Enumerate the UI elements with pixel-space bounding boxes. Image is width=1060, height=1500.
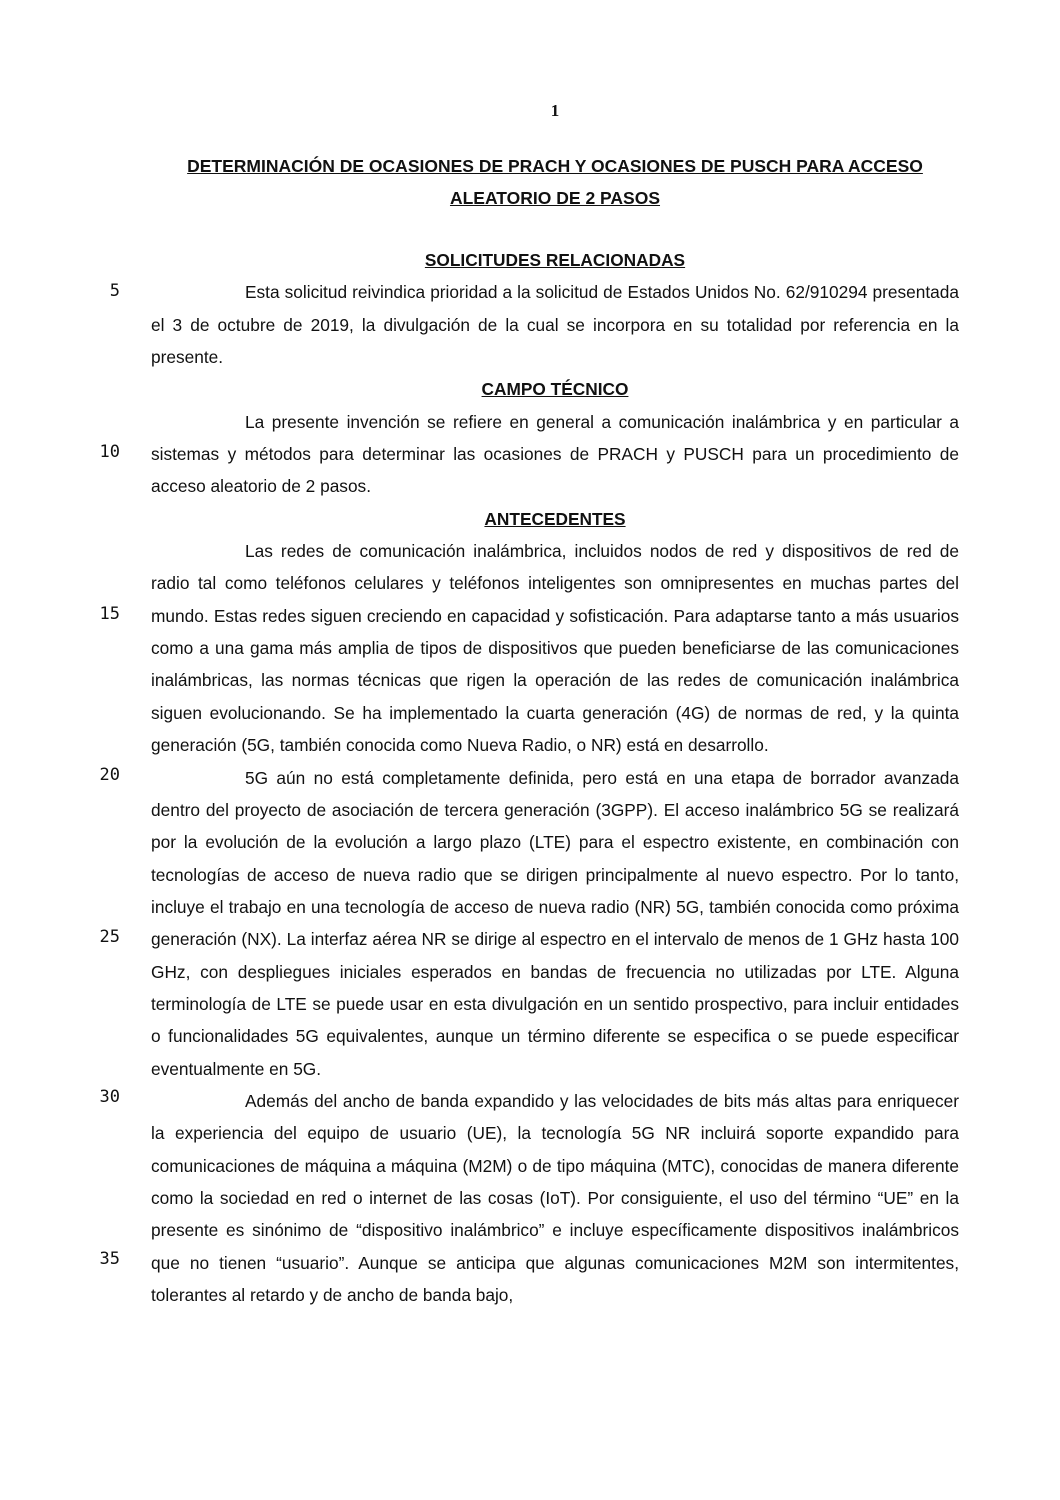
line-number: 35: [99, 1249, 120, 1269]
document-body: [151, 244, 959, 1311]
paragraph: Además del ancho de banda expandido y las velocidades de bits más altas para enriquecer la experiencia del equipo de usuario (UE), la tecnología 5G NR incluirá soporte expandido para comunicaciones de máquina a máquina (M2M) o de tipo máquina (MTC), conocidas de manera diferente como la sociedad en red o internet de las cosas (IoT). Por consiguiente, el uso del término “UE” en la presente es sinónimo de “dispositivo inalámbrico” e incluye específicamente dispositivos inalámbricos que no tienen “usuario”. Aunque se anticipa que algunas comunicaciones M2M son intermitentes, tolerantes al retardo y de ancho de banda bajo,: [151, 1090, 959, 1305]
line-number: 20: [99, 765, 120, 785]
document-title: DETERMINACIÓN DE OCASIONES DE PRACH Y OCASIONES DE PUSCH PARA ACCESO ALEATORIO DE 2 PASOS: [187, 156, 923, 208]
section-heading-background: ANTECEDENTES: [484, 508, 626, 529]
paragraph: 5G aún no está completamente definida, pero está en una etapa de borrador avanzada dentro del proyecto de asociación de tercera generación (3GPP). El acceso inalámbrico 5G se realizará por la evolución de la evolución a largo plazo (LTE) para el espectro existente, en combinación con tecnologías de acceso de nueva radio que se dirigen principalmente al nuevo espectro. Por lo tanto, incluye el trabajo en una tecnología de acceso de nueva radio (NR) 5G, también conocida como próxima generación (NX). La interfaz aérea NR se dirige al espectro en el intervalo de menos de 1 GHz hasta 100 GHz, con despliegues iniciales esperados en bandas de frecuencia no utilizadas por LTE. Alguna terminología de LTE se puede usar en esta divulgación en un sentido prospectivo, para incluir entidades o funcionalidades 5G equivalentes, aunque un término diferente se especifica o se puede especificar eventualmente en 5G.: [151, 767, 959, 1079]
section-heading-technical-field: CAMPO TÉCNICO: [481, 379, 629, 400]
line-number: 5: [109, 281, 120, 301]
paragraph: Las redes de comunicación inalámbrica, incluidos nodos de red y dispositivos de red de radio tal como teléfonos celulares y teléfonos inteligentes son omnipresentes en muchas partes del mundo. Estas redes siguen creciendo en capacidad y sofisticación. Para adaptarse tanto a más usuarios como a una gama más amplia de tipos de dispositivos que pueden beneficiarse de las comunicaciones inalámbricas, las normas técnicas que rigen la operación de las redes de comunicación inalámbrica siguen evolucionando. Se ha implementado la cuarta generación (4G) de normas de red, y la quinta generación (5G, también conocida como Nueva Radio, o NR) está en desarrollo.: [151, 541, 959, 756]
line-number: 30: [99, 1087, 120, 1107]
line-number: 10: [99, 442, 120, 462]
paragraph: La presente invención se refiere en general a comunicación inalámbrica y en particular a sistemas y métodos para determinar las ocasiones de PRACH y PUSCH para un procedimiento de acceso aleatorio de 2 pasos.: [151, 411, 959, 497]
section-heading-related: SOLICITUDES RELACIONADAS: [424, 250, 686, 270]
paragraph: Esta solicitud reivindica prioridad a la solicitud de Estados Unidos No. 62/910294 presentada el 3 de octubre de 2019, la divulgación de la cual se incorpora en su totalidad por referencia en la presente.: [151, 282, 959, 368]
line-number: 25: [99, 927, 120, 947]
page-number: 1: [550, 101, 560, 120]
line-number: 15: [99, 604, 120, 624]
